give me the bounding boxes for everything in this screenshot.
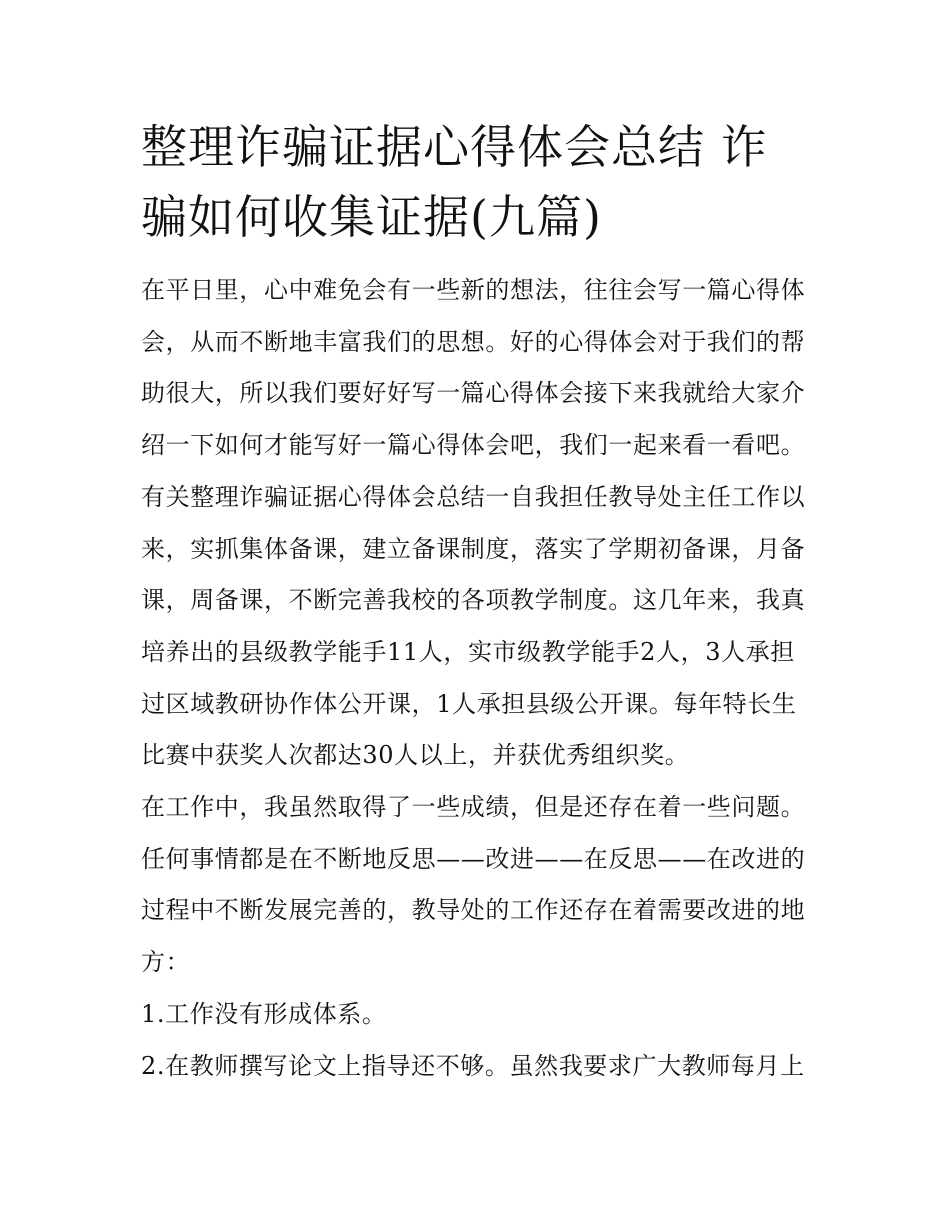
body-text-line: 会，从而不断地丰富我们的思想。好的心得体会对于我们的帮 — [141, 327, 806, 356]
list-item: 2.在教师撰写论文上指导还不够。虽然我要求广大教师每月上 — [141, 1051, 805, 1080]
body-text-line: 课，周备课，不断完善我校的各项教学制度。这几年来，我真 — [141, 586, 806, 615]
document-body — [141, 265, 813, 1092]
document-content — [141, 112, 813, 1092]
body-text-line: 培养出的县级教学能手11人，实市级教学能手2人，3人承担 — [141, 637, 795, 666]
body-text-line: 在平日里，心中难免会有一些新的想法，往往会写一篇心得体 — [141, 276, 806, 304]
body-text-line: 任何事情都是在不断地反思——改进——在反思——在改进的 — [141, 844, 806, 873]
document-title — [141, 112, 813, 252]
body-text-line: 在工作中，我虽然取得了一些成绩，但是还存在着一些问题。 — [141, 793, 806, 822]
body-text-line: 有关整理诈骗证据心得体会总结一自我担任教导处主任工作以 — [141, 482, 806, 511]
body-text-line: 比赛中获奖人次都达30人以上，并获优秀组织奖。 — [141, 741, 690, 770]
body-text-line: 方： — [141, 948, 191, 977]
title-line: 整理诈骗证据心得体会总结 诈 — [141, 120, 768, 174]
body-text-line: 助很大，所以我们要好好写一篇心得体会接下来我就给大家介 — [141, 379, 806, 408]
body-text-line: 过程中不断发展完善的，教导处的工作还存在着需要改进的地 — [141, 896, 806, 925]
title-line: 骗如何收集证据(九篇) — [141, 190, 602, 244]
body-text-line: 来，实抓集体备课，建立备课制度，落实了学期初备课，月备 — [141, 534, 806, 563]
body-text-line: 过区域教研协作体公开课，1人承担县级公开课。每年特长生 — [141, 689, 797, 718]
list-item: 1.工作没有形成体系。 — [141, 999, 387, 1028]
body-text-line: 绍一下如何才能写好一篇心得体会吧，我们一起来看一看吧。 — [141, 431, 806, 460]
